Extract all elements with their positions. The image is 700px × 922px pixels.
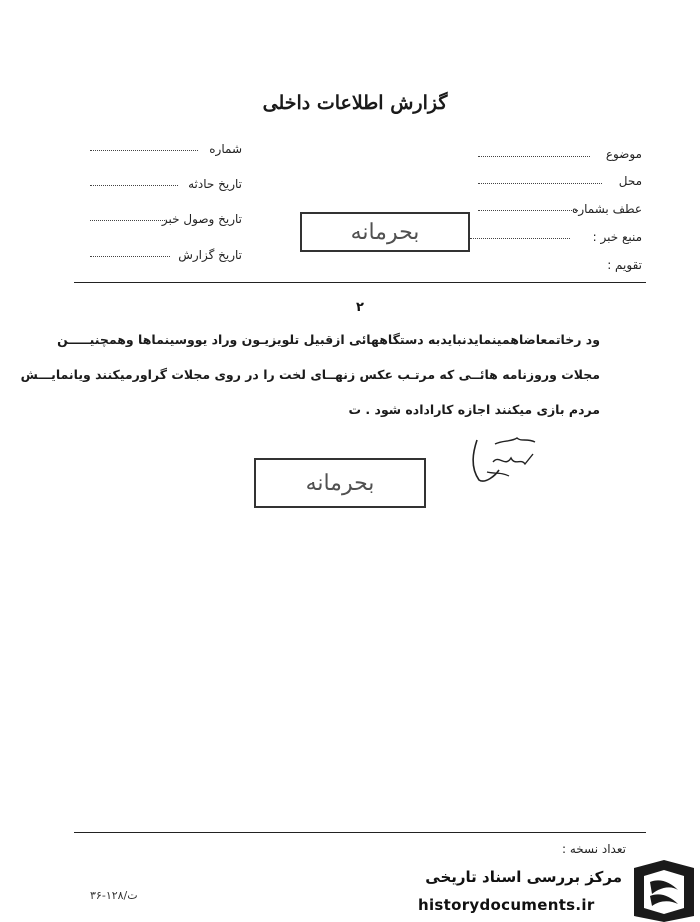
- copies-label: تعداد نسخه :: [561, 842, 626, 856]
- field-label-receipt-date: تاریخ وصول خبر: [161, 212, 242, 226]
- document-title: گزارش اطلاعات داخلی: [262, 92, 448, 114]
- field-label-number: شماره: [209, 142, 242, 156]
- location-line: [478, 183, 602, 184]
- field-label-rating: تقویم :: [607, 258, 642, 272]
- handwritten-signature: [465, 432, 545, 487]
- field-label-location: محل: [618, 174, 642, 188]
- body-line-1: ود رخاتمعاضاهمینمایدنبایدبه دستگاههائی ازقبیل تلویزیـون وراد یووسینماها وهمچنیـــــن: [57, 332, 600, 347]
- signature-scribble: [465, 432, 545, 487]
- number-line: [90, 150, 198, 151]
- page-number: ۲: [356, 300, 364, 315]
- body-line-2: مجلات وروزنامه هائــی که مرتـب عکس زنهــای لخت را در روی مجلات گراورمیکنند ویانمایـــش: [20, 367, 600, 382]
- watermark-url: historydocuments.ir: [418, 896, 595, 914]
- field-label-incident-date: تاریخ حادثه: [188, 177, 242, 191]
- field-label-reference: عطف بشماره: [572, 202, 642, 216]
- confidential-stamp: بحرمانه: [300, 212, 470, 252]
- subject-line: [478, 156, 590, 157]
- footer-separator: [74, 832, 646, 833]
- report-date-line: [90, 256, 170, 257]
- body-line-3: مردم بازی میکنند اجازه کاراداده شود . ت: [348, 402, 600, 417]
- confidential-stamp-2: بحرمانه: [254, 458, 426, 508]
- archive-logo-icon: [630, 860, 698, 922]
- watermark-name: مرکز بررسی اسناد تاریخی: [425, 868, 622, 886]
- field-label-subject: موضوع: [605, 147, 642, 161]
- watermark-block: [418, 860, 700, 922]
- incident-date-line: [90, 185, 178, 186]
- field-label-report-date: تاریخ گزارش: [178, 248, 242, 262]
- header-separator: [74, 282, 646, 283]
- field-label-source: منبع خبر :: [592, 230, 642, 244]
- source-line: [470, 238, 570, 239]
- form-number: ت/۱۲۸-۳۶: [90, 889, 138, 902]
- receipt-date-line: [90, 220, 165, 221]
- reference-line: [478, 210, 578, 211]
